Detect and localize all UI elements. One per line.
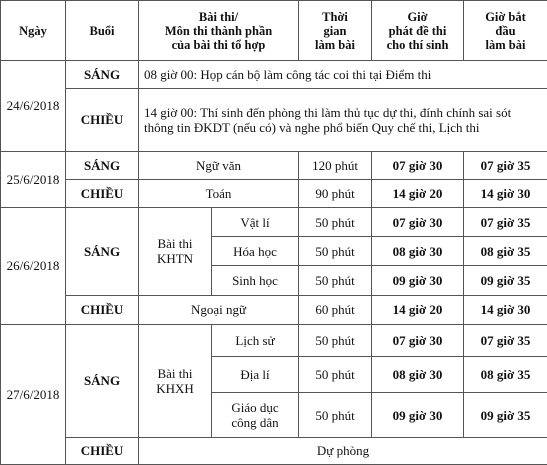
header-duration: Thời gian làm bài — [299, 1, 372, 61]
day-cell: 25/6/2018 — [1, 151, 66, 207]
handout-time-cell: 09 giờ 30 — [372, 266, 464, 295]
note-cell: 14 giờ 00: Thí sinh đến phòng thi làm thủ tục dự thi, đính chính sai sót thông tin ĐKDT (nếu có) và nghe phổ biến Quy chế thi, Lịch thi — [139, 89, 547, 151]
subject-cell: Lịch sử — [212, 324, 299, 356]
handout-time-cell: 14 giờ 20 — [372, 295, 464, 324]
start-time-cell: 07 giờ 35 — [464, 324, 547, 356]
header-row — [1, 1, 547, 61]
duration-cell: 50 phút — [299, 237, 372, 266]
table-row — [1, 324, 547, 356]
session-cell: SÁNG — [66, 324, 139, 437]
note-cell: 08 giờ 00: Họp cán bộ làm công tác coi thi tại Điểm thi — [139, 61, 547, 89]
start-time-cell: 07 giờ 35 — [464, 208, 547, 237]
session-cell: SÁNG — [66, 151, 139, 179]
subject-cell: Địa lí — [212, 357, 299, 393]
handout-time-cell: 08 giờ 30 — [372, 357, 464, 393]
group-cell: Bài thi KHTN — [139, 208, 212, 296]
duration-cell: 50 phút — [299, 208, 372, 237]
handout-time-cell: 08 giờ 30 — [372, 237, 464, 266]
session-cell: SÁNG — [66, 61, 139, 89]
duration-cell: 50 phút — [299, 266, 372, 295]
header-day: Ngày — [1, 1, 66, 61]
session-cell: SÁNG — [66, 208, 139, 296]
start-time-cell: 14 giờ 30 — [464, 179, 547, 207]
start-time-cell: 09 giờ 35 — [464, 393, 547, 437]
subject-cell: Toán — [139, 179, 299, 207]
start-time-cell: 08 giờ 35 — [464, 357, 547, 393]
handout-time-cell: 09 giờ 30 — [372, 393, 464, 437]
duration-cell: 60 phút — [299, 295, 372, 324]
session-cell: CHIỀU — [66, 179, 139, 207]
subject-cell: Sinh học — [212, 266, 299, 295]
session-cell: CHIỀU — [66, 295, 139, 324]
table-row — [1, 208, 547, 237]
duration-cell: 120 phút — [299, 151, 372, 179]
subject-cell: Ngoại ngữ — [139, 295, 299, 324]
note-cell: Dự phòng — [139, 437, 547, 464]
handout-time-cell: 07 giờ 30 — [372, 324, 464, 356]
start-time-cell: 07 giờ 35 — [464, 151, 547, 179]
table-row — [1, 179, 547, 207]
table-row — [1, 437, 547, 464]
header-subject: Bài thi/ Môn thi thành phần của bài thi tổ hợp — [139, 1, 299, 61]
table-row — [1, 151, 547, 179]
session-cell: CHIỀU — [66, 437, 139, 464]
duration-cell: 50 phút — [299, 393, 372, 437]
start-time-cell: 08 giờ 35 — [464, 237, 547, 266]
duration-cell: 90 phút — [299, 179, 372, 207]
handout-time-cell: 07 giờ 30 — [372, 151, 464, 179]
subject-cell: Hóa học — [212, 237, 299, 266]
day-cell: 26/6/2018 — [1, 208, 66, 325]
table-row — [1, 61, 547, 89]
day-cell: 27/6/2018 — [1, 324, 66, 464]
start-time-cell: 14 giờ 30 — [464, 295, 547, 324]
subject-cell: Giáo dục công dân — [212, 393, 299, 437]
header-handout-time: Giờ phát đề thi cho thí sinh — [372, 1, 464, 61]
day-cell: 24/6/2018 — [1, 61, 66, 152]
session-cell: CHIỀU — [66, 89, 139, 151]
table-row — [1, 89, 547, 151]
header-session: Buổi — [66, 1, 139, 61]
subject-cell: Vật lí — [212, 208, 299, 237]
header-start-time: Giờ bắt đầu làm bài — [464, 1, 547, 61]
table-row — [1, 295, 547, 324]
duration-cell: 50 phút — [299, 324, 372, 356]
group-cell: Bài thi KHXH — [139, 324, 212, 437]
subject-cell: Ngữ văn — [139, 151, 299, 179]
handout-time-cell: 14 giờ 20 — [372, 179, 464, 207]
duration-cell: 50 phút — [299, 357, 372, 393]
handout-time-cell: 07 giờ 30 — [372, 208, 464, 237]
start-time-cell: 09 giờ 35 — [464, 266, 547, 295]
